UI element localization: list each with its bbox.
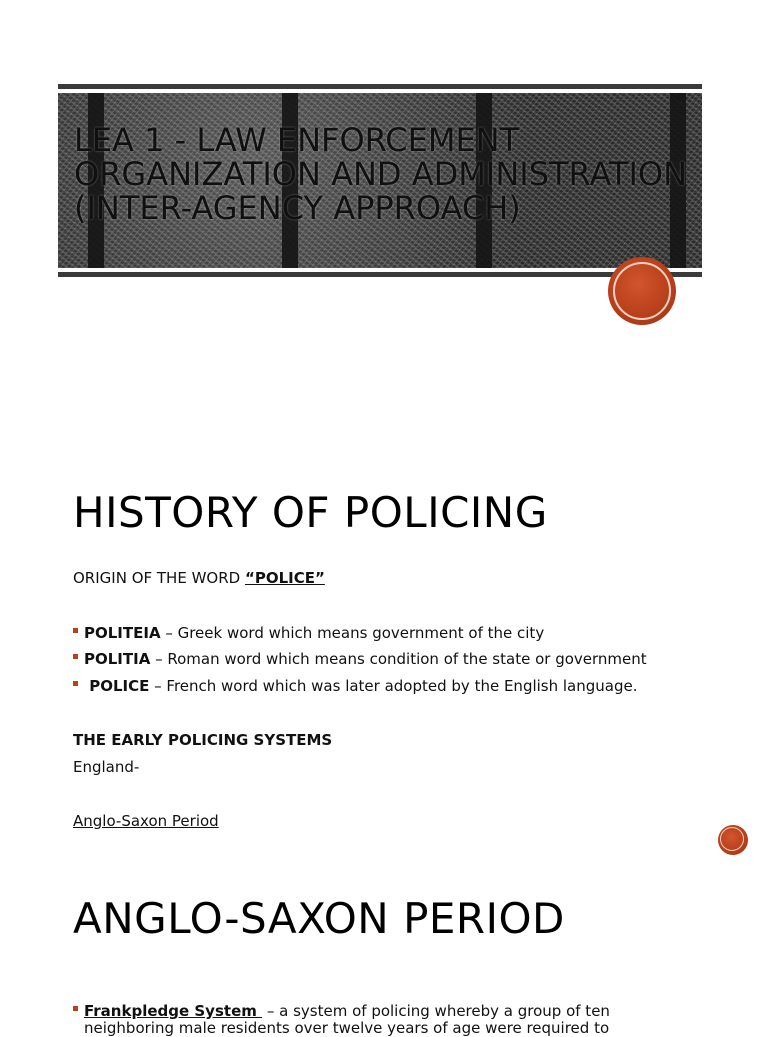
bullet-term: POLITIA <box>84 650 151 668</box>
country-label: England- <box>73 758 140 776</box>
bullet-term: POLITEIA <box>84 624 161 642</box>
origin-line <box>73 569 325 587</box>
anglo-saxon-link[interactable]: Anglo-Saxon Period <box>73 812 219 830</box>
list-item <box>73 624 544 642</box>
list-item <box>73 1002 610 1020</box>
bullet-text: – Roman word which means condition of the state or government <box>150 650 647 668</box>
decorative-medallion-icon <box>608 257 676 325</box>
list-item-continuation <box>84 1019 609 1037</box>
bullet-text: – Greek word which means government of the city <box>160 624 545 642</box>
bullet-text: neighboring male residents over twelve years of age were required to <box>84 1019 610 1037</box>
bullet-text: – a system of policing whereby a group of ten <box>262 1002 610 1020</box>
title-banner <box>58 84 702 277</box>
square-bullet-icon <box>73 681 78 686</box>
banner-texture <box>58 93 702 268</box>
banner-bottom-rule <box>58 272 702 277</box>
square-bullet-icon <box>73 1006 78 1011</box>
banner-top-rule <box>58 84 702 89</box>
origin-prefix: ORIGIN OF THE WORD <box>73 569 245 587</box>
origin-word: “POLICE” <box>244 569 325 587</box>
bullet-term: POLICE <box>84 677 150 695</box>
bullet-text: – French word which was later adopted by the English language. <box>149 677 638 695</box>
bullet-term: Frankpledge System <box>84 1002 263 1020</box>
early-systems-heading: THE EARLY POLICING SYSTEMS <box>73 731 333 749</box>
slide-heading-anglo-saxon: ANGLO-SAXON PERIOD <box>73 894 565 943</box>
list-item <box>73 650 647 668</box>
slide-heading-history: HISTORY OF POLICING <box>73 488 548 537</box>
square-bullet-icon <box>73 654 78 659</box>
list-item <box>73 677 638 695</box>
square-bullet-icon <box>73 628 78 633</box>
decorative-medallion-small-icon <box>718 825 748 855</box>
slide-title: LEA 1 - LAW ENFORCEMENT ORGANIZATION AND ADMINISTRATION (INTER-AGENCY APPROACH) <box>74 121 687 227</box>
